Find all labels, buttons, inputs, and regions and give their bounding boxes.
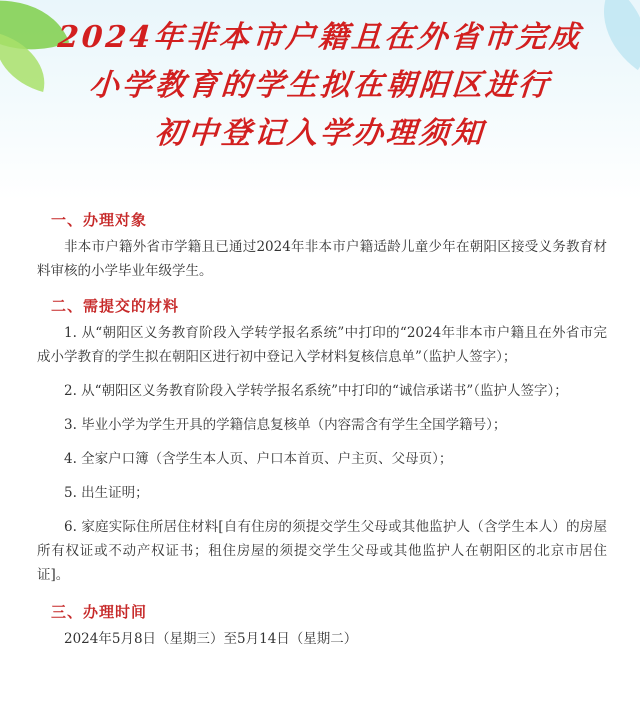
- material-item: 1. 从“朝阳区义务教育阶段入学转学报名系统”中打印的“2024年非本市户籍且在外省市完成小学教育的学生拟在朝阳区进行初中登记入学材料复核信息单”（监护人签字）；: [37, 325, 607, 365]
- material-item: 5. 出生证明；: [64, 485, 149, 501]
- section-paragraph: 2024年5月8日（星期三）至5月14日（星期二）: [64, 631, 358, 647]
- title-line: 小学教育的学生拟在朝阳区进行: [87, 68, 553, 103]
- material-item: 4. 全家户口簿（含学生本人页、户口本首页、户主页、父母页）；: [64, 451, 453, 467]
- material-item: 2. 从“朝阳区义务教育阶段入学转学报名系统”中打印的“诚信承诺书”（监护人签字）；: [64, 383, 568, 399]
- section-paragraph: 非本市户籍外省市学籍且已通过2024年非本市户籍适龄儿童少年在朝阳区接受义务教育材料审核的小学毕业年级学生。: [37, 239, 607, 279]
- section-heading: 三、办理时间: [51, 603, 148, 621]
- notice-body: [37, 207, 607, 651]
- section-heading: 二、需提交的材料: [51, 297, 180, 315]
- title-line: 2024年非本市户籍且在外省市完成: [56, 20, 584, 55]
- title-line: 初中登记入学办理须知: [153, 116, 487, 151]
- section-heading: 一、办理对象: [51, 211, 148, 229]
- page-title: [0, 14, 640, 158]
- material-item: 3. 毕业小学为学生开具的学籍信息复核单（内容需含有学生全国学籍号）；: [64, 417, 507, 433]
- material-item: 6. 家庭实际住所居住材料[自有住房的须提交学生父母或其他监护人（含学生本人）的房屋所有权证或不动产权证书；租住房屋的须提交学生父母或其他监护人在朝阳区的北京市居住证]。: [37, 519, 607, 583]
